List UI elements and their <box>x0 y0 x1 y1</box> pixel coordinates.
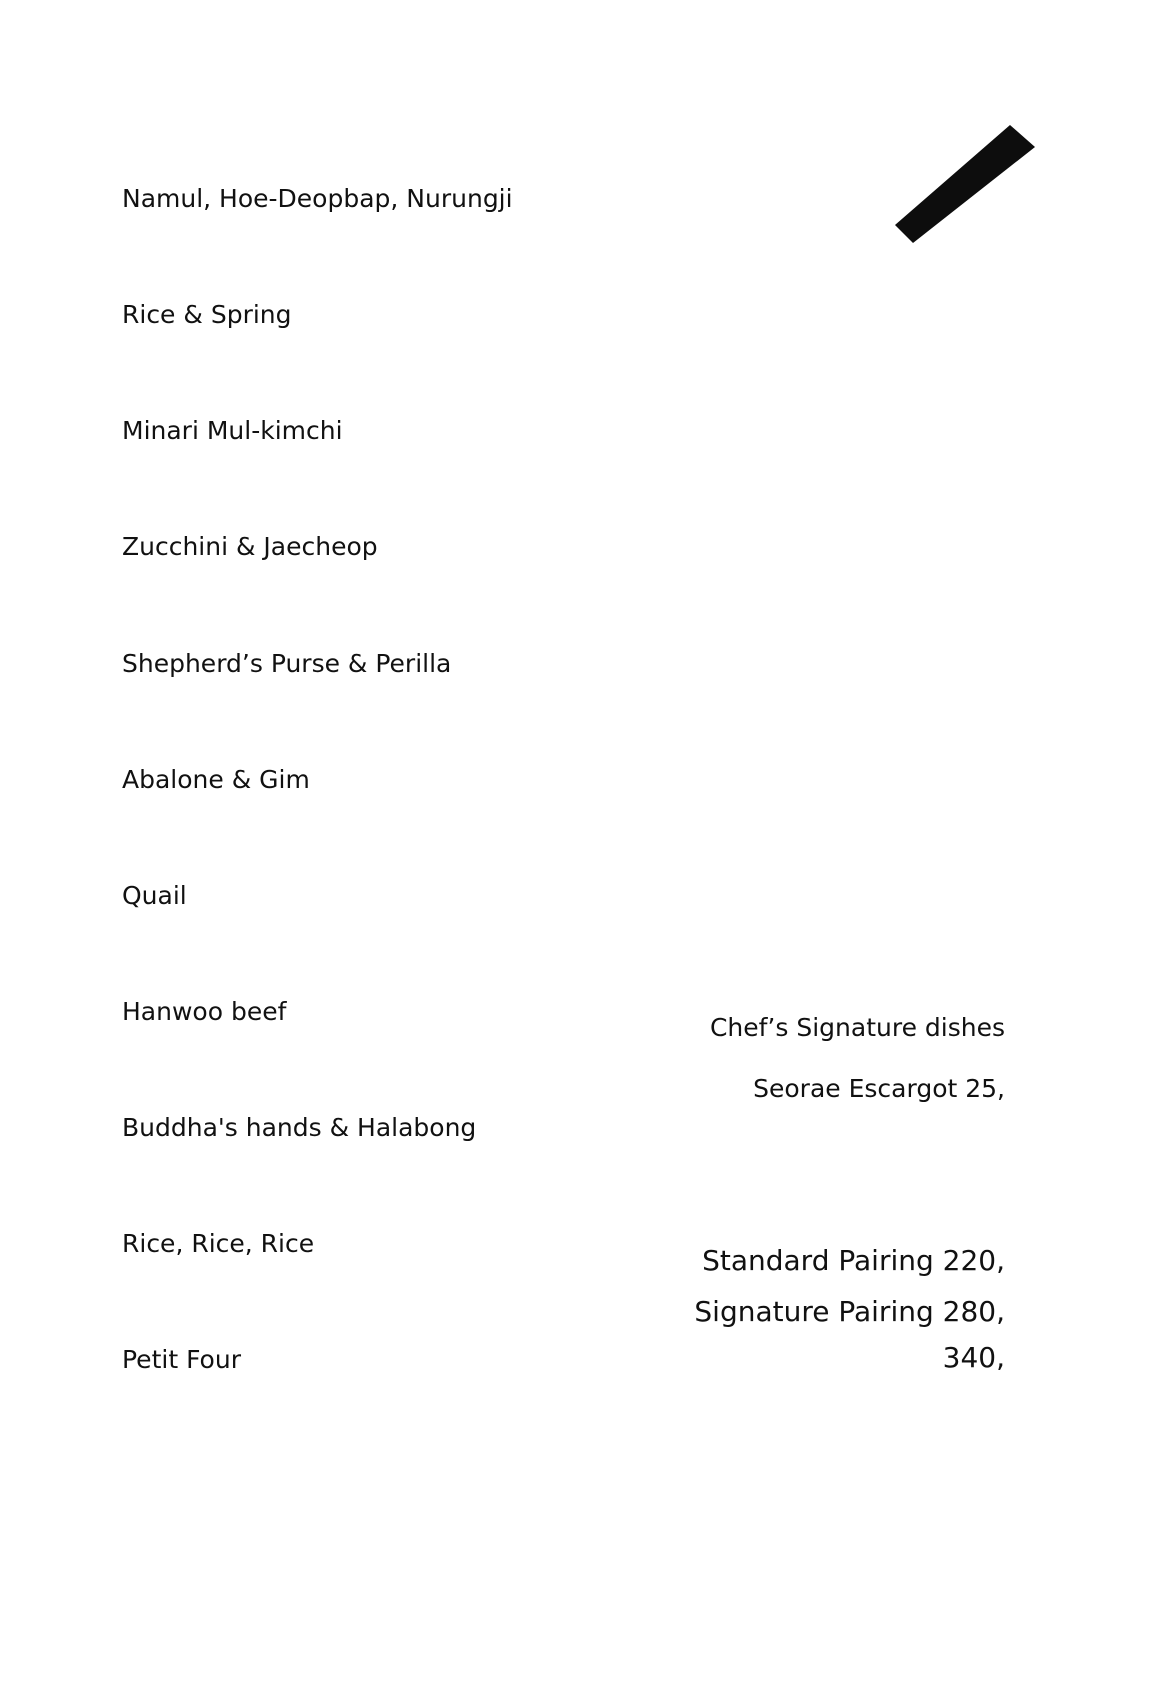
course-item-3: Minari Mul-kimchi <box>122 416 343 445</box>
signature-heading: Chef’s Signature dishes <box>709 1013 1005 1042</box>
slash-logo-icon <box>895 115 1040 250</box>
course-item-2: Rice & Spring <box>122 300 292 329</box>
pairing-line-1: Standard Pairing 220, <box>702 1244 1005 1277</box>
course-item-7: Quail <box>122 881 187 910</box>
course-item-8: Hanwoo beef <box>122 997 287 1026</box>
signature-item: Seorae Escargot 25, <box>753 1074 1005 1103</box>
course-item-4: Zucchini & Jaecheop <box>122 532 378 561</box>
course-item-9: Buddha's hands & Halabong <box>122 1113 477 1142</box>
course-item-6: Abalone & Gim <box>122 765 310 794</box>
course-item-10: Rice, Rice, Rice <box>122 1229 315 1258</box>
course-item-5: Shepherd’s Purse & Perilla <box>122 649 452 678</box>
course-item-11: Petit Four <box>122 1345 241 1374</box>
pairing-line-2: Signature Pairing 280, <box>694 1295 1005 1328</box>
course-item-1: Namul, Hoe-Deopbap, Nurungji <box>122 184 513 213</box>
pairing-line-3: 340, <box>942 1341 1005 1374</box>
